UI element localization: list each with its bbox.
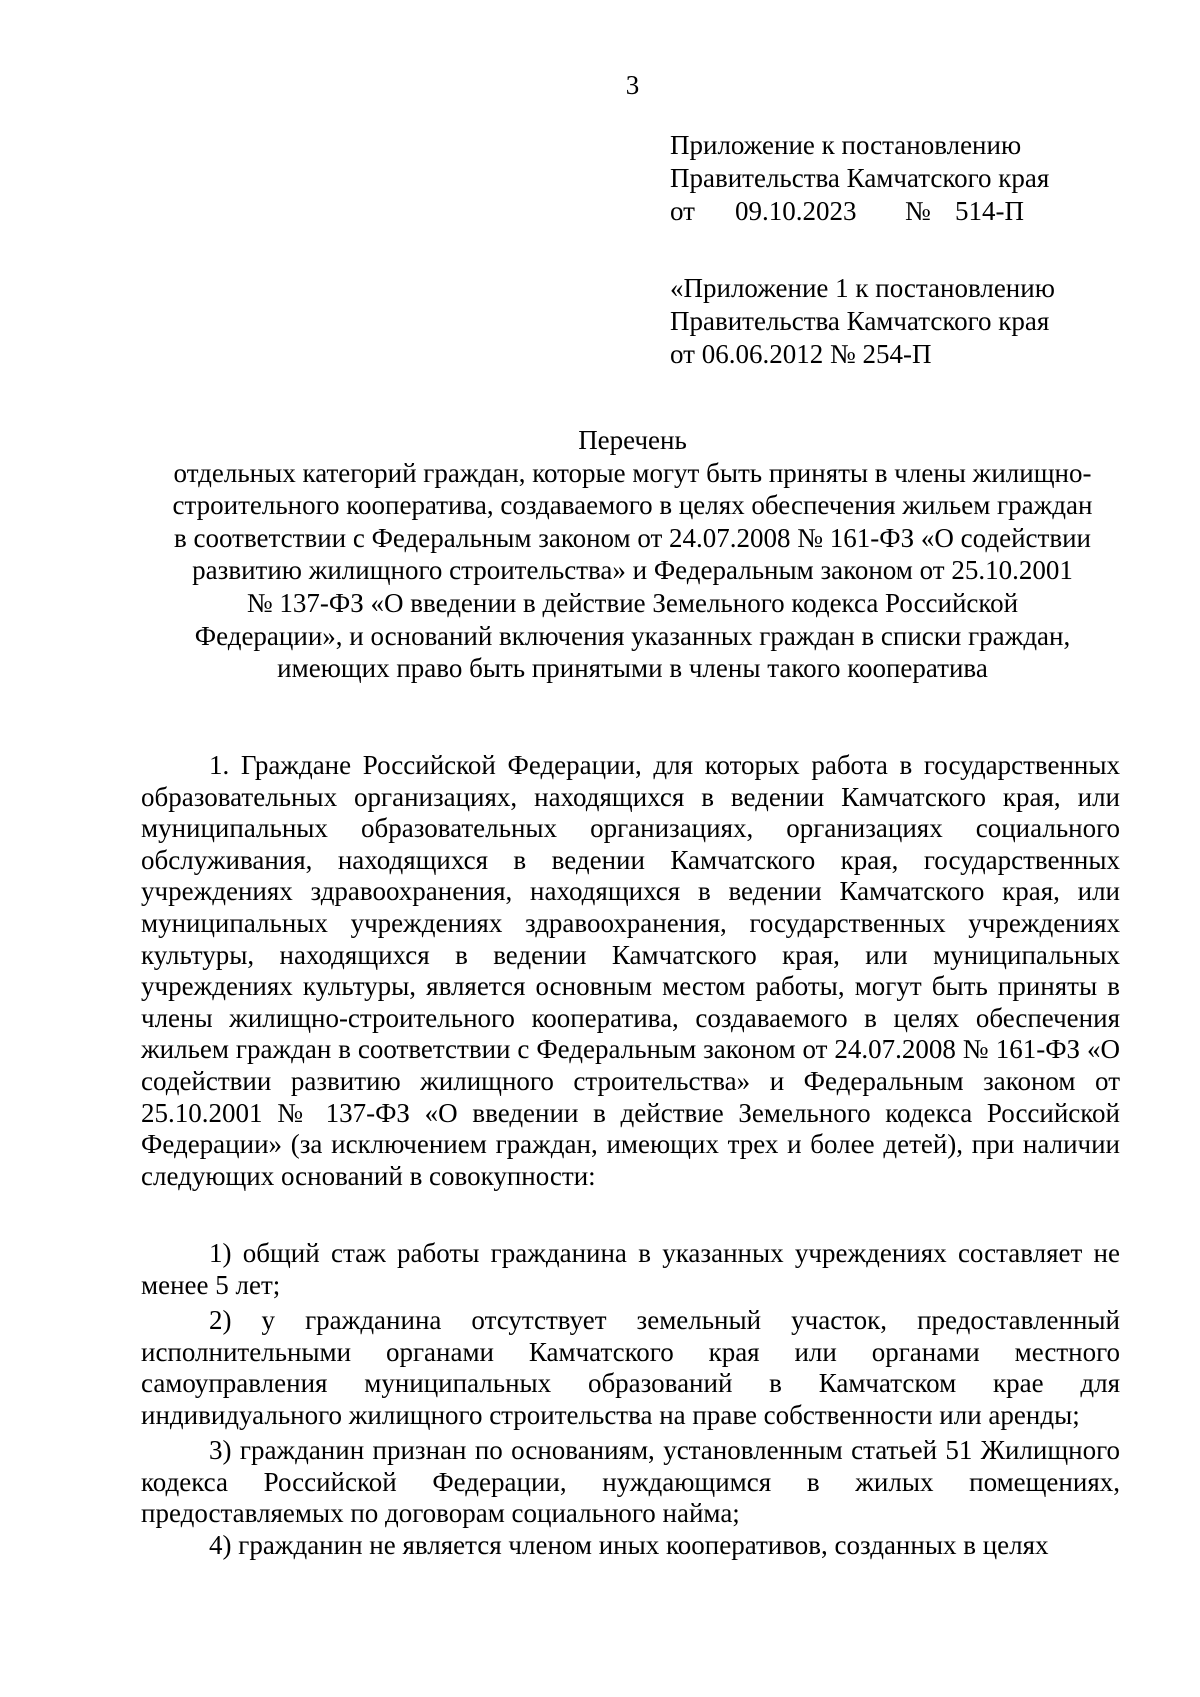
previous-attachment-line-3: от 06.06.2012 № 254-П bbox=[670, 339, 932, 369]
title-line: отдельных категорий граждан, которые могут быть приняты в члены жилищно- bbox=[173, 457, 1092, 488]
previous-attachment-line-2: Правительства Камчатского края bbox=[670, 306, 1050, 336]
title-line: развитию жилищного строительства» и Федеральным законом от 25.10.2001 bbox=[192, 555, 1073, 586]
title-heading: Перечень bbox=[578, 425, 687, 455]
title-line: имеющих право быть принятыми в члены такого кооператива bbox=[277, 653, 988, 684]
title-line: в соответствии с Федеральным законом от 24.07.2008 № 161-ФЗ «О содействии bbox=[174, 522, 1091, 553]
attachment-date-prefix: от bbox=[670, 196, 695, 226]
title-line: Федерации», и оснований включения указанных граждан в списки граждан, bbox=[194, 620, 1071, 651]
attachment-date-line bbox=[670, 195, 1150, 228]
list-item-2: 2) у гражданина отсутствует земельный участок, предоставленный исполнительными органами Камчатского края или органами местного самоуправления муниципальных образований в Камчатском крае для индивидуального жилищного строительства на праве собственности или аренды; bbox=[141, 1305, 1120, 1430]
list-item-4: 4) гражданин не является членом иных кооперативов, созданных в целях bbox=[209, 1530, 1049, 1560]
attachment-date: 09.10.2023 bbox=[735, 196, 857, 226]
title-line: строительного кооператива, создаваемого в целях обеспечения жильем граждан bbox=[172, 490, 1093, 521]
attachment-header bbox=[670, 129, 1150, 228]
attachment-number: 514-П bbox=[955, 196, 1024, 226]
attachment-line-1: Приложение к постановлению bbox=[670, 130, 1022, 160]
list-item-3: 3) гражданин признан по основаниям, установленным статьей 51 Жилищного кодекса Российской Федерации, нуждающимся в жилых помещениях, предоставляемых по договорам социального найма; bbox=[141, 1435, 1120, 1529]
paragraph-1: 1. Граждане Российской Федерации, для которых работа в государственных образовательных организациях, находящихся в ведении Камчатского края, или муниципальных образовательных организациях, организациях социального обслуживания, находящихся в ведении Камчатского края, государственных учреждениях здравоохранения, находящихся в ведении Камчатского края, или муниципальных учреждениях здравоохранения, государственных учреждениях культуры, находящихся в ведении Камчатского края, или муниципальных учреждениях культуры, является основным местом работы, могут быть приняты в члены жилищно-строительного кооператива, создаваемого в целях обеспечения жильем граждан в соответствии с Федеральным законом от 24.07.2008 № 161-ФЗ «О содействии развитию жилищного строительства» и Федеральным законом от 25.10.2001 № 137-ФЗ «О введении в действие Земельного кодекса Российской Федерации» (за исключением граждан, имеющих трех и более детей), при наличии следующих оснований в совокупности: bbox=[141, 750, 1120, 1191]
list-item-1: 1) общий стаж работы гражданина в указанных учреждениях составляет не менее 5 лет; bbox=[141, 1238, 1120, 1300]
attachment-number-sign: № bbox=[905, 196, 931, 226]
title-line: № 137-ФЗ «О введении в действие Земельного кодекса Российской bbox=[246, 587, 1019, 618]
attachment-line-2: Правительства Камчатского края bbox=[670, 163, 1050, 193]
document-title bbox=[141, 424, 1124, 685]
previous-attachment-header bbox=[670, 272, 1150, 371]
page-number: 3 bbox=[625, 70, 640, 100]
previous-attachment-line-1: «Приложение 1 к постановлению bbox=[670, 273, 1055, 303]
